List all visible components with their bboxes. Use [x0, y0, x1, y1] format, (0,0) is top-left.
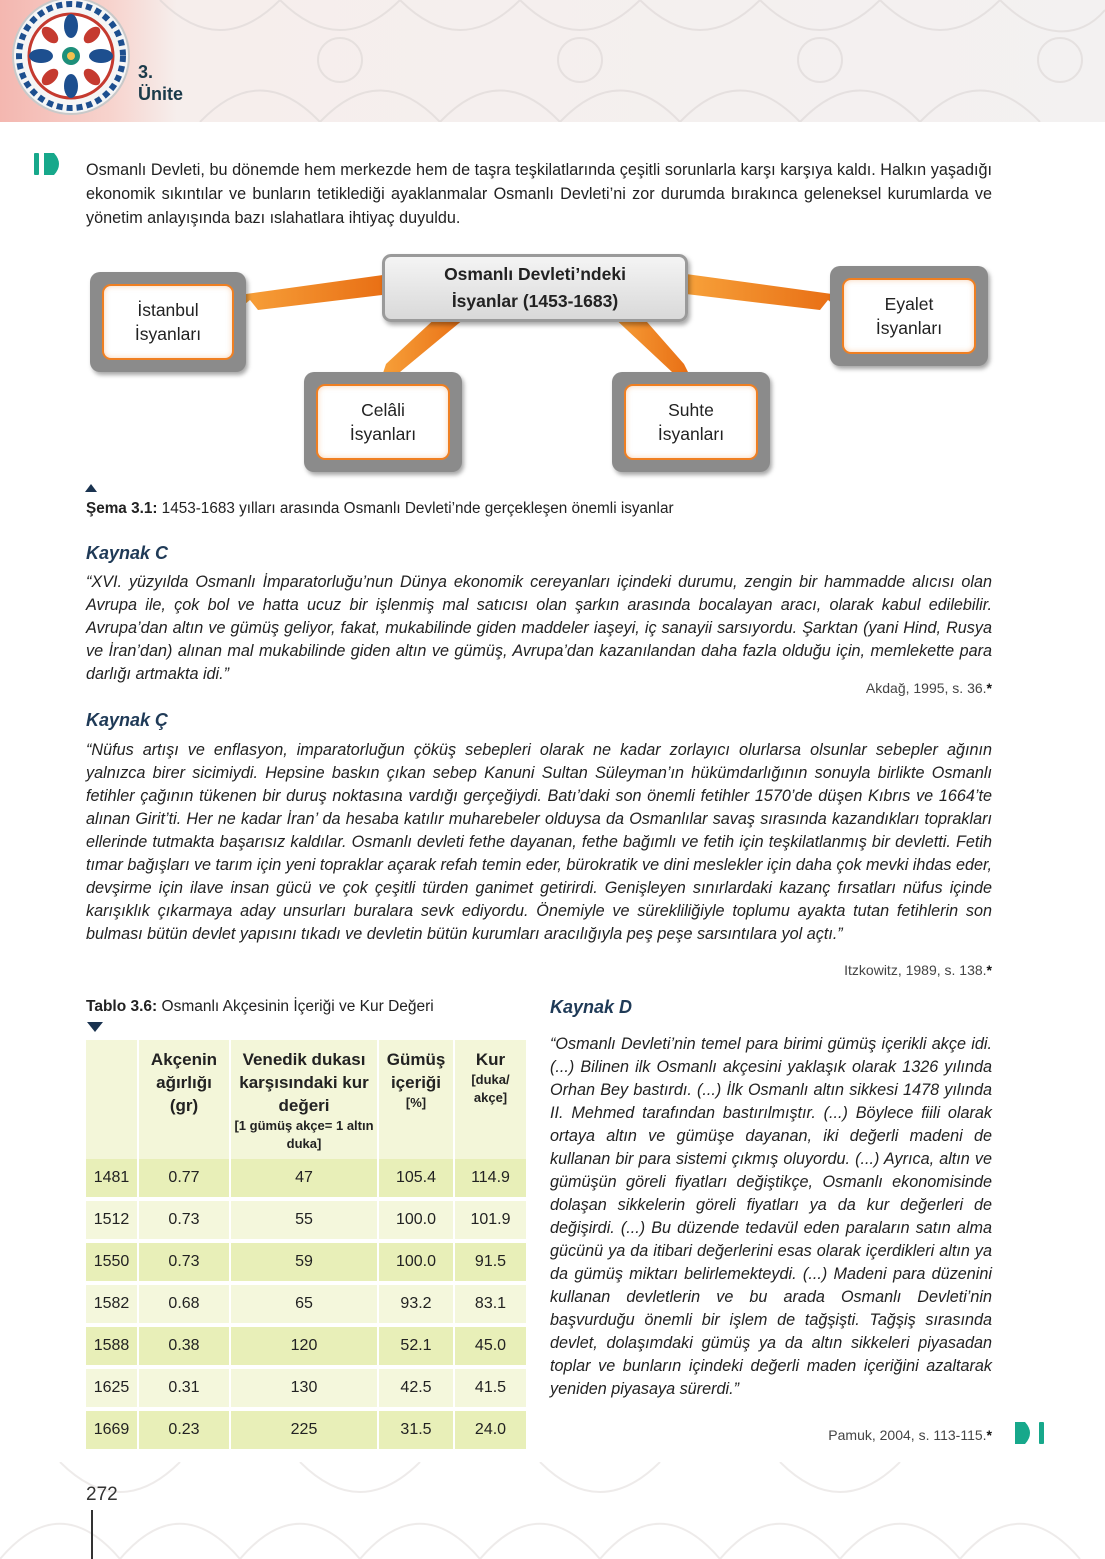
source-d-ref-text: Pamuk, 2004, s. 113-115. [828, 1427, 987, 1443]
cell-kur: 24.0 [454, 1409, 527, 1451]
arrow-to-suhte [610, 314, 692, 380]
cell-venedik: 55 [230, 1199, 378, 1241]
node-istanbul-label: İstanbul İsyanları [102, 284, 234, 360]
arrow-to-eyalet [686, 274, 838, 310]
section-end-icon [1015, 1422, 1045, 1444]
cell-venedik: 59 [230, 1241, 378, 1283]
caption-label: Şema 3.1: [86, 500, 158, 517]
cell-silver: 31.5 [378, 1409, 454, 1451]
table-title [86, 998, 434, 1016]
node-eyalet-label: Eyalet İsyanları [842, 278, 976, 354]
section-start-icon [34, 153, 64, 175]
table-row [86, 1325, 527, 1367]
cell-year: 1669 [86, 1409, 138, 1451]
header-venedik-label: Venedik dukası karşısındaki kur değeri [239, 1050, 369, 1115]
source-c-ref-star: * [986, 680, 992, 696]
source-c-reference [866, 680, 992, 696]
cell-kur: 101.9 [454, 1199, 527, 1241]
page-number: 272 [86, 1484, 118, 1505]
node-celali-label: Celâli İsyanları [316, 384, 450, 460]
source-d-reference [828, 1427, 992, 1443]
node-istanbul-rebellions [90, 272, 246, 372]
cell-venedik: 65 [230, 1283, 378, 1325]
caption-text: 1453-1683 yılları arasında Osmanlı Devleti’nde gerçekleşen önemli isyanlar [157, 500, 674, 517]
cell-year: 1625 [86, 1367, 138, 1409]
cell-kur: 41.5 [454, 1367, 527, 1409]
header-kur [454, 1040, 527, 1159]
cell-weight: 0.73 [138, 1199, 230, 1241]
source-cc-ref-star: * [986, 962, 992, 978]
unit-number: 3. [138, 62, 154, 82]
ceramic-plate-ornament [8, 0, 134, 118]
source-cc-title: Kaynak Ç [86, 710, 169, 730]
header-silver-label: Gümüş içeriği [386, 1050, 446, 1092]
table-row [86, 1409, 527, 1451]
table-row [86, 1283, 527, 1325]
header-weight: Akçenin ağırlığı (gr) [138, 1040, 230, 1159]
cell-silver: 105.4 [378, 1159, 454, 1199]
page-number-rule [91, 1510, 93, 1559]
source-c-ref-text: Akdağ, 1995, s. 36. [865, 680, 987, 696]
cell-year: 1588 [86, 1325, 138, 1367]
cell-venedik: 225 [230, 1409, 378, 1451]
table-row [86, 1159, 527, 1199]
source-d-ref-star: * [986, 1427, 992, 1443]
cell-kur: 91.5 [454, 1241, 527, 1283]
cell-weight: 0.38 [138, 1325, 230, 1367]
header-venedik [230, 1040, 378, 1159]
cell-year: 1550 [86, 1241, 138, 1283]
header-silver [378, 1040, 454, 1159]
node-suhte-label: Suhte İsyanları [624, 384, 758, 460]
akce-table [86, 1040, 528, 1453]
source-d-text: “Osmanlı Devleti’nin temel para birimi gümüş içerikli akçe idi. (...) Bilinen ilk Osmanlı akçesini yaklaşık olarak 1326 yılında Orhan Bey bastırdı. (...) İlk Osmanlı altın sikkesi 1478 yılında II. Mehmed tarafından bastırılmıştır. (...) Böylece fiili olarak ortaya altın ve gümüşe dayanan, iki değerli madeni de kullanan bir para sistemi çıkmış oluyordu. (...) Ayrıca, altın ve gümüşün göreli fiyatları değiştikçe, Osmanlı ekonomisinde dolaşan sikkelerin göreli fiyatları ya da kur değerleri de değişirdi. (...) Bu düzende tedavül eden paraların satın alma gücünü ya da itibari değerlerini esas olarak içerdikleri altın ya da gümüş miktarı belirlemekteydi. (...) Madeni para düzenini kullanan devletlerin ve bu arada Osmanlı Devleti’nin başvurduğu önemli bir işlem de tağşişti. Tağşiş sırasında devlet, dolaşımdaki gümüş ya da altın sikkeleri piyasadan toplar ve bunların içindeki değerli maden içeriğini azaltarak yeniden piyasaya sürerdi.” [550, 1035, 992, 1398]
table-row [86, 1241, 527, 1283]
cell-weight: 0.77 [138, 1159, 230, 1199]
source-cc-ref-text: Itzkowitz, 1989, s. 138. [844, 962, 987, 978]
header-silver-unit: [%] [405, 1095, 427, 1110]
arrow-to-istanbul [240, 274, 390, 310]
node-celali-rebellions [304, 372, 462, 472]
source-c-text: “XVI. yüzyılda Osmanlı İmparatorluğu’nun Dünya ekonomik cereyanları içindeki durumu, zengin bir hammadde alıcısı olan Avrupa ile, çok bol ve hatta ucuz bir işlenmiş mal satıcısı olan şarkın arasında bocalayan aracı, olarak kabul edilebilir. Avrupa’dan altın ve gümüş geliyor, fakat, mukabilinde giden maddeler iaşeyi, iç sanayii sarsıyordu. Şarktan (yani Hind, Rusya ve İran’dan) alınan mal mukabilinde giden altın ve gümüş, Avrupa’dan kazanılandan daha fazla olduğu için, memlekette para darlığı artmakta idi.” [86, 573, 992, 683]
cell-year: 1481 [86, 1159, 138, 1199]
cell-silver: 100.0 [378, 1199, 454, 1241]
cell-silver: 52.1 [378, 1325, 454, 1367]
header-year [86, 1040, 138, 1159]
table-title-text: Osmanlı Akçesinin İçeriği ve Kur Değeri [157, 998, 434, 1015]
source-cc-text: “Nüfus artışı ve enflasyon, imparatorluğun çöküş sebepleri olarak ne kadar zorlayıcı olurlarsa olsunlar sebepler ağının yalnızca birer sicimiydi. Hepsine baskın çıkan sebep Kanuni Sultan Süleyman’ın hükümdarlığının sonuyla birlikte Osmanlı fetihler çağının tükenen bir duruş noktasına vardığı gerçeğiydi. Batı’daki son önemli fetihler 1570’de düşen Kıbrıs ve 1664’te alınan Girit’ti. Her ne kadar İran’ da hesaba katılır muharebeler olduysa da Osmanlılar savaş sırasında kazandıkları toprakları ellerinde tutmakta başarısız kaldılar. Osmanlı devleti fethe dayanan, fethe bağımlı ve fetih için teşkilatlanmış bir devletti. Fetih tımar bağışları ve tarım için yeni topraklar açarak refah temin eder, bürokratik ve dini meslekler için daha çok mevki ihdas eder, devşirme için ilave insan gücü ve çok çeşitli türden ganimet getirirdi. Genişleyen sınırlardaki kazanç fırsatları nüfus içinde karışıklık çıkarmaya aday unsurları buralara sevk ediyordu. Önemiyle ve sürekliliğiyle toplumu ayakta tutan fetihlerin son bulması bütün devlet yapısını tıkadı ve devletin bütün kurumları aracılığıyla peş peşe sarsıntılara yol açtı.” [86, 741, 993, 943]
diagram-caption [86, 500, 674, 518]
source-cc-reference [844, 962, 992, 978]
table-row [86, 1367, 527, 1409]
header-venedik-note: [1 gümüş akçe= 1 altın duka] [234, 1118, 374, 1151]
cell-silver: 42.5 [378, 1367, 454, 1409]
cell-year: 1582 [86, 1283, 138, 1325]
cell-kur: 114.9 [454, 1159, 527, 1199]
node-suhte-rebellions [612, 372, 770, 472]
source-d-title: Kaynak D [550, 997, 633, 1017]
cell-weight: 0.73 [138, 1241, 230, 1283]
cell-year: 1512 [86, 1199, 138, 1241]
table-header-row [86, 1040, 527, 1159]
header-kur-unit: [duka/ akçe] [471, 1072, 510, 1105]
cell-weight: 0.68 [138, 1283, 230, 1325]
page-header [0, 0, 1105, 122]
table-row [86, 1199, 527, 1241]
cell-silver: 100.0 [378, 1241, 454, 1283]
node-eyalet-rebellions [830, 266, 988, 366]
header-kur-label: Kur [475, 1050, 506, 1069]
table-title-label: Tablo 3.6: [86, 998, 158, 1015]
cell-venedik: 130 [230, 1367, 378, 1409]
rebellions-diagram [80, 248, 1000, 480]
cell-silver: 93.2 [378, 1283, 454, 1325]
source-c-title: Kaynak C [86, 543, 169, 563]
cell-venedik: 47 [230, 1159, 378, 1199]
cell-weight: 0.23 [138, 1409, 230, 1451]
caption-up-triangle-icon [85, 484, 97, 492]
center-node-ottoman-rebellions: Osmanlı Devleti’ndeki İsyanlar (1453-1683) [382, 254, 688, 322]
cell-kur: 83.1 [454, 1283, 527, 1325]
table-down-triangle-icon [87, 1022, 103, 1032]
footer-ornament-pattern [0, 1462, 1105, 1559]
cell-kur: 45.0 [454, 1325, 527, 1367]
cell-weight: 0.31 [138, 1367, 230, 1409]
cell-venedik: 120 [230, 1325, 378, 1367]
intro-paragraph: Osmanlı Devleti, bu dönemde hem merkezde hem de taşra teşkilatlarında çeşitli sorunlarla karşı karşıya kaldı. Halkın yaşadığı ekonomik sıkıntılar ve bunların tetiklediği ayaklanmalar Osmanlı Devleti’ni zor durumda bırakınca geleneksel kurumlarda ve yönetim anlayışında bazı ıslahatlara ihtiyaç duyuldu. [86, 161, 992, 227]
unit-label: Ünite [138, 84, 183, 104]
